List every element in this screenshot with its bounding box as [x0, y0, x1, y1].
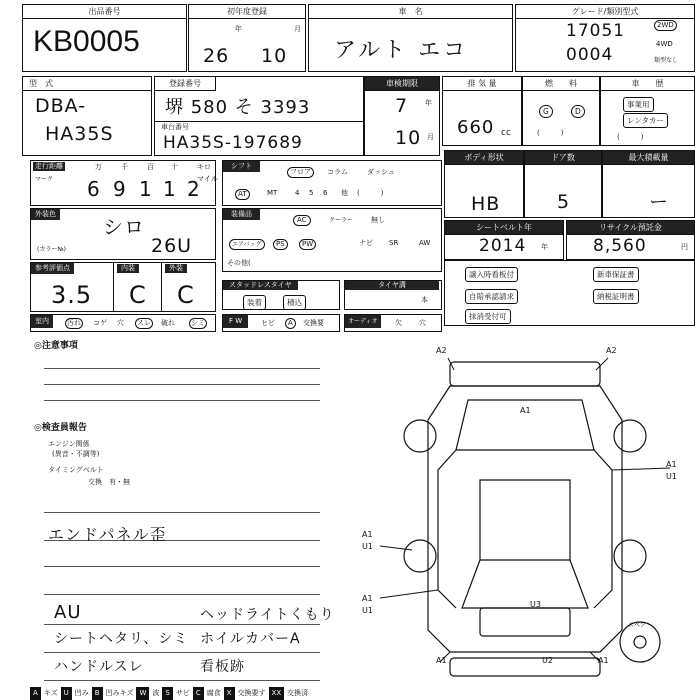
shift-other: 他	[341, 189, 348, 197]
eval-int-label: 内装	[117, 264, 139, 273]
mileage-digit-5: 2	[187, 177, 201, 201]
fw-a: A	[285, 318, 296, 329]
damage-mark: A1	[362, 530, 373, 539]
capacity-box	[602, 150, 695, 218]
damage-mark: A1	[362, 594, 373, 603]
grade-box	[515, 4, 695, 72]
reg-number-box	[154, 76, 364, 156]
grade-none: 類型なし	[654, 57, 679, 64]
equip-ac: AC	[293, 215, 311, 226]
grade-4wd: 4WD	[656, 40, 673, 48]
equip-sr: SR	[389, 239, 399, 247]
report-right-2: ホイルカバーA	[200, 631, 301, 647]
fuel-box	[522, 76, 600, 146]
usage-label: 車 歴	[601, 77, 694, 91]
eval-int-value: C	[129, 281, 147, 309]
damage-mark: A1	[666, 460, 677, 469]
shift-floor: フロア	[287, 167, 314, 178]
shift-5: 5	[309, 189, 314, 197]
eval-label: 参考評価点	[31, 263, 74, 274]
studless-mounted: 装着	[243, 295, 266, 310]
fw-box	[222, 314, 340, 332]
engine-sub: (異音・不調等)	[52, 450, 100, 458]
seatbelt-value: 2014	[479, 236, 527, 256]
inspection-year: 7	[395, 95, 409, 117]
seatbelt-box	[444, 220, 564, 260]
equip-ps: PS	[273, 239, 288, 250]
report-line	[44, 652, 320, 653]
chassis-value: HA35S-197689	[163, 133, 303, 153]
note-line	[44, 384, 320, 385]
report-line	[44, 566, 320, 567]
seatbelt-label: シートベルト年	[445, 221, 563, 235]
doc-tax: 納税証明書	[593, 289, 639, 304]
chassis-label: 車台番号	[161, 123, 189, 131]
fw-replace: 交換要	[303, 319, 324, 327]
doors-box	[524, 150, 602, 218]
audio-hole: 穴	[419, 319, 426, 327]
report-line	[44, 512, 320, 513]
doc-warranty: 新車保証書	[593, 267, 639, 282]
color-code: 26U	[151, 235, 193, 257]
mileage-digit-3: 1	[139, 177, 153, 201]
usage-rental: レンタカー	[623, 113, 668, 128]
legend-desc: 凹み	[74, 689, 89, 697]
car-outline	[350, 340, 700, 685]
reg-number-label: 登録番号	[155, 77, 216, 91]
inspector-heading: ◎検査員報告	[34, 423, 87, 433]
first-registration-month: 10	[261, 45, 288, 67]
mileage-mark: マーク	[35, 176, 54, 183]
note-line	[44, 400, 320, 401]
damage-mark: A1	[436, 656, 447, 665]
fw-crack: ヒビ	[261, 319, 275, 327]
interior-dirt: 汚れ	[67, 319, 81, 327]
grade-bottom-value: 0004	[566, 45, 614, 65]
legend-code: B	[92, 687, 103, 700]
inspection-month-unit: 月	[427, 133, 434, 141]
displacement-label: 排 気 量	[443, 77, 521, 91]
legend-desc: 腐食	[206, 689, 221, 697]
studless-box	[222, 280, 340, 310]
lot-number-value: KB0005	[33, 25, 140, 58]
studless-label: スタッドレスタイヤ	[223, 281, 298, 290]
legend-desc: 交換済	[287, 689, 309, 697]
color-code-label: (カラー№)	[37, 246, 66, 253]
interior-scuff: スレ	[137, 319, 151, 327]
recycle-value: 8,560	[593, 236, 647, 256]
audio-box	[344, 314, 442, 332]
studless-loaded: 積込	[283, 295, 306, 310]
legend-desc: 波	[152, 689, 160, 697]
mileage-unit-hyaku: 百	[147, 163, 154, 171]
inspection-year-unit: 年	[425, 99, 432, 107]
shift-at: AT	[235, 189, 250, 200]
mileage-digit-1: 6	[87, 177, 101, 201]
mileage-label: 走行距離	[35, 162, 63, 170]
displacement-unit: cc	[501, 128, 511, 138]
report-right-1: ヘッドライトくもり	[200, 607, 335, 623]
equip-other: その他(	[227, 259, 251, 267]
recycle-unit: 円	[681, 243, 688, 251]
spare-label: スペア	[628, 622, 647, 629]
note-line	[44, 368, 320, 369]
eval-ext-value: C	[177, 281, 195, 309]
first-registration-box	[188, 4, 306, 72]
tire-unit: 本	[421, 296, 428, 304]
legend-code: U	[61, 687, 72, 700]
recycle-label: リサイクル預託金	[567, 221, 694, 235]
tire-label: タイヤ溝	[345, 281, 439, 290]
year-unit: 年	[235, 25, 242, 33]
damage-mark: A1	[598, 656, 609, 665]
engine-label: エンジン関係	[48, 440, 90, 448]
car-damage-diagram	[350, 340, 700, 685]
mileage-unit-sen: 千	[121, 163, 128, 171]
color-box	[30, 208, 216, 260]
report-line-1: エンドパネル歪	[48, 525, 167, 544]
damage-mark: U2	[542, 656, 553, 665]
interior-label: 室内	[31, 315, 53, 328]
recycle-box	[566, 220, 695, 260]
mileage-unit-man: 万	[95, 163, 102, 171]
model-line1: DBA-	[35, 95, 87, 117]
displacement-value: 660	[457, 117, 495, 138]
report-line-2: AU	[54, 602, 82, 623]
shift-paren: ( )	[357, 189, 384, 197]
legend-code: W	[136, 687, 149, 700]
report-line	[44, 624, 320, 625]
color-label: 外装色	[31, 209, 60, 220]
timing-label: タイミングベルト	[48, 466, 104, 474]
shift-label: シフト	[223, 161, 260, 172]
report-right-3: 看板跡	[200, 659, 245, 675]
inspection-box	[364, 76, 440, 156]
report-line	[44, 680, 320, 681]
month-unit: 月	[294, 25, 301, 33]
displacement-box	[442, 76, 522, 146]
damage-mark: A1	[520, 406, 531, 415]
shift-dash: ダッシュ	[367, 168, 395, 176]
shift-4: 4	[295, 189, 300, 197]
legend-code: A	[30, 687, 41, 700]
fuel-d: D	[571, 105, 585, 118]
audio-missing: 欠	[395, 319, 402, 327]
inspection-label: 車検期限	[365, 77, 439, 91]
color-value: シロ	[103, 215, 145, 239]
doc-kanban: 譲入時看板付	[465, 267, 518, 282]
interior-hole: 穴	[117, 319, 124, 327]
damage-mark: U1	[666, 472, 677, 481]
legend-code: XX	[269, 687, 285, 700]
fuel-paren: ( )	[537, 129, 564, 137]
mileage-unit-km: キロ	[197, 163, 211, 171]
equip-cooler: クーラー	[329, 217, 354, 224]
car-name-label: 車 名	[309, 5, 512, 19]
first-registration-label: 初年度登録	[189, 5, 305, 19]
doors-value: 5	[557, 191, 571, 213]
grade-top-value: 17051	[566, 21, 626, 41]
reg-number-value: 堺 580 そ 3393	[165, 97, 311, 118]
grade-2wd: 2WD	[654, 20, 677, 31]
seatbelt-unit: 年	[541, 243, 548, 251]
damage-mark: U1	[362, 542, 373, 551]
legend-code: S	[162, 687, 172, 700]
doors-label: ドア数	[525, 151, 601, 165]
report-line-3: シートヘタリ、シミ	[54, 631, 189, 647]
grade-label: グレード/類別型式	[516, 5, 694, 19]
mileage-box	[30, 160, 216, 206]
audio-label: オーディオ	[345, 315, 381, 328]
lot-number-label: 出品番号	[23, 5, 186, 19]
fw-label: F W	[223, 315, 248, 328]
usage-box	[600, 76, 695, 146]
equipment-label: 装備品	[223, 209, 260, 220]
body-type-label: ボディ形状	[445, 151, 523, 165]
eval-ext-label: 外装	[165, 264, 187, 273]
fuel-label: 燃 料	[523, 77, 599, 91]
mileage-digit-4: 1	[163, 177, 177, 201]
model-box	[22, 76, 152, 156]
model-label: 型 式	[23, 77, 151, 91]
body-type-value: HB	[471, 193, 501, 215]
shift-column: コラム	[327, 168, 348, 176]
inspection-month: 10	[395, 127, 422, 149]
damage-mark: A2	[436, 346, 447, 355]
docs-box	[444, 260, 695, 326]
damage-mark: U1	[362, 606, 373, 615]
eval-value: 3.5	[51, 281, 93, 309]
legend-code: C	[193, 687, 204, 700]
capacity-value: ー	[649, 191, 670, 213]
equip-airbag: エアバッグ	[229, 239, 265, 250]
equipment-box	[222, 208, 442, 272]
notes-heading: ◎注意事項	[34, 341, 78, 351]
interior-box	[30, 314, 216, 332]
car-name-value: アルト エコ	[334, 38, 469, 63]
damage-mark: A2	[606, 346, 617, 355]
report-line-4: ハンドルスレ	[54, 659, 144, 675]
damage-mark: U3	[530, 600, 541, 609]
timing-opts: 交換 有・無	[88, 478, 130, 486]
legend-desc: 凹みキズ	[105, 689, 134, 697]
legend-code: X	[224, 687, 235, 700]
interior-tear: 破れ	[161, 319, 175, 327]
mileage-digit-2: 9	[113, 177, 127, 201]
interior-stain: シミ	[191, 319, 205, 327]
equip-navi: ナビ	[359, 239, 373, 247]
first-registration-year: 26	[203, 45, 230, 67]
usage-paren: ( )	[617, 133, 644, 141]
car-name-box	[308, 4, 513, 72]
legend-desc: キズ	[43, 689, 58, 697]
doc-deregistration: 抹消受付可	[465, 309, 511, 324]
legend-desc: 交換要す	[237, 689, 266, 697]
shift-box	[222, 160, 442, 206]
body-type-box	[444, 150, 524, 218]
equip-none: 無し	[371, 216, 385, 224]
damage-legend	[30, 687, 700, 700]
tire-box	[344, 280, 442, 310]
usage-business: 事業用	[623, 97, 654, 112]
shift-6: 6	[323, 189, 328, 197]
shift-mt: MT	[267, 189, 278, 197]
legend-desc: サビ	[175, 689, 190, 697]
evaluation-box	[30, 262, 216, 312]
mileage-mile: マイル	[197, 175, 218, 183]
fuel-g: G	[539, 105, 553, 118]
doc-insurance: 自賠承認請求	[465, 289, 518, 304]
model-line2: HA35S	[45, 123, 114, 145]
report-line	[44, 594, 320, 595]
equip-aw: AW	[419, 239, 431, 247]
capacity-label: 最大積載量	[603, 151, 694, 165]
lot-number-box	[22, 4, 187, 72]
interior-burn: コゲ	[93, 319, 107, 327]
equip-pw: PW	[299, 239, 316, 250]
mileage-unit-ju: 十	[171, 163, 178, 171]
